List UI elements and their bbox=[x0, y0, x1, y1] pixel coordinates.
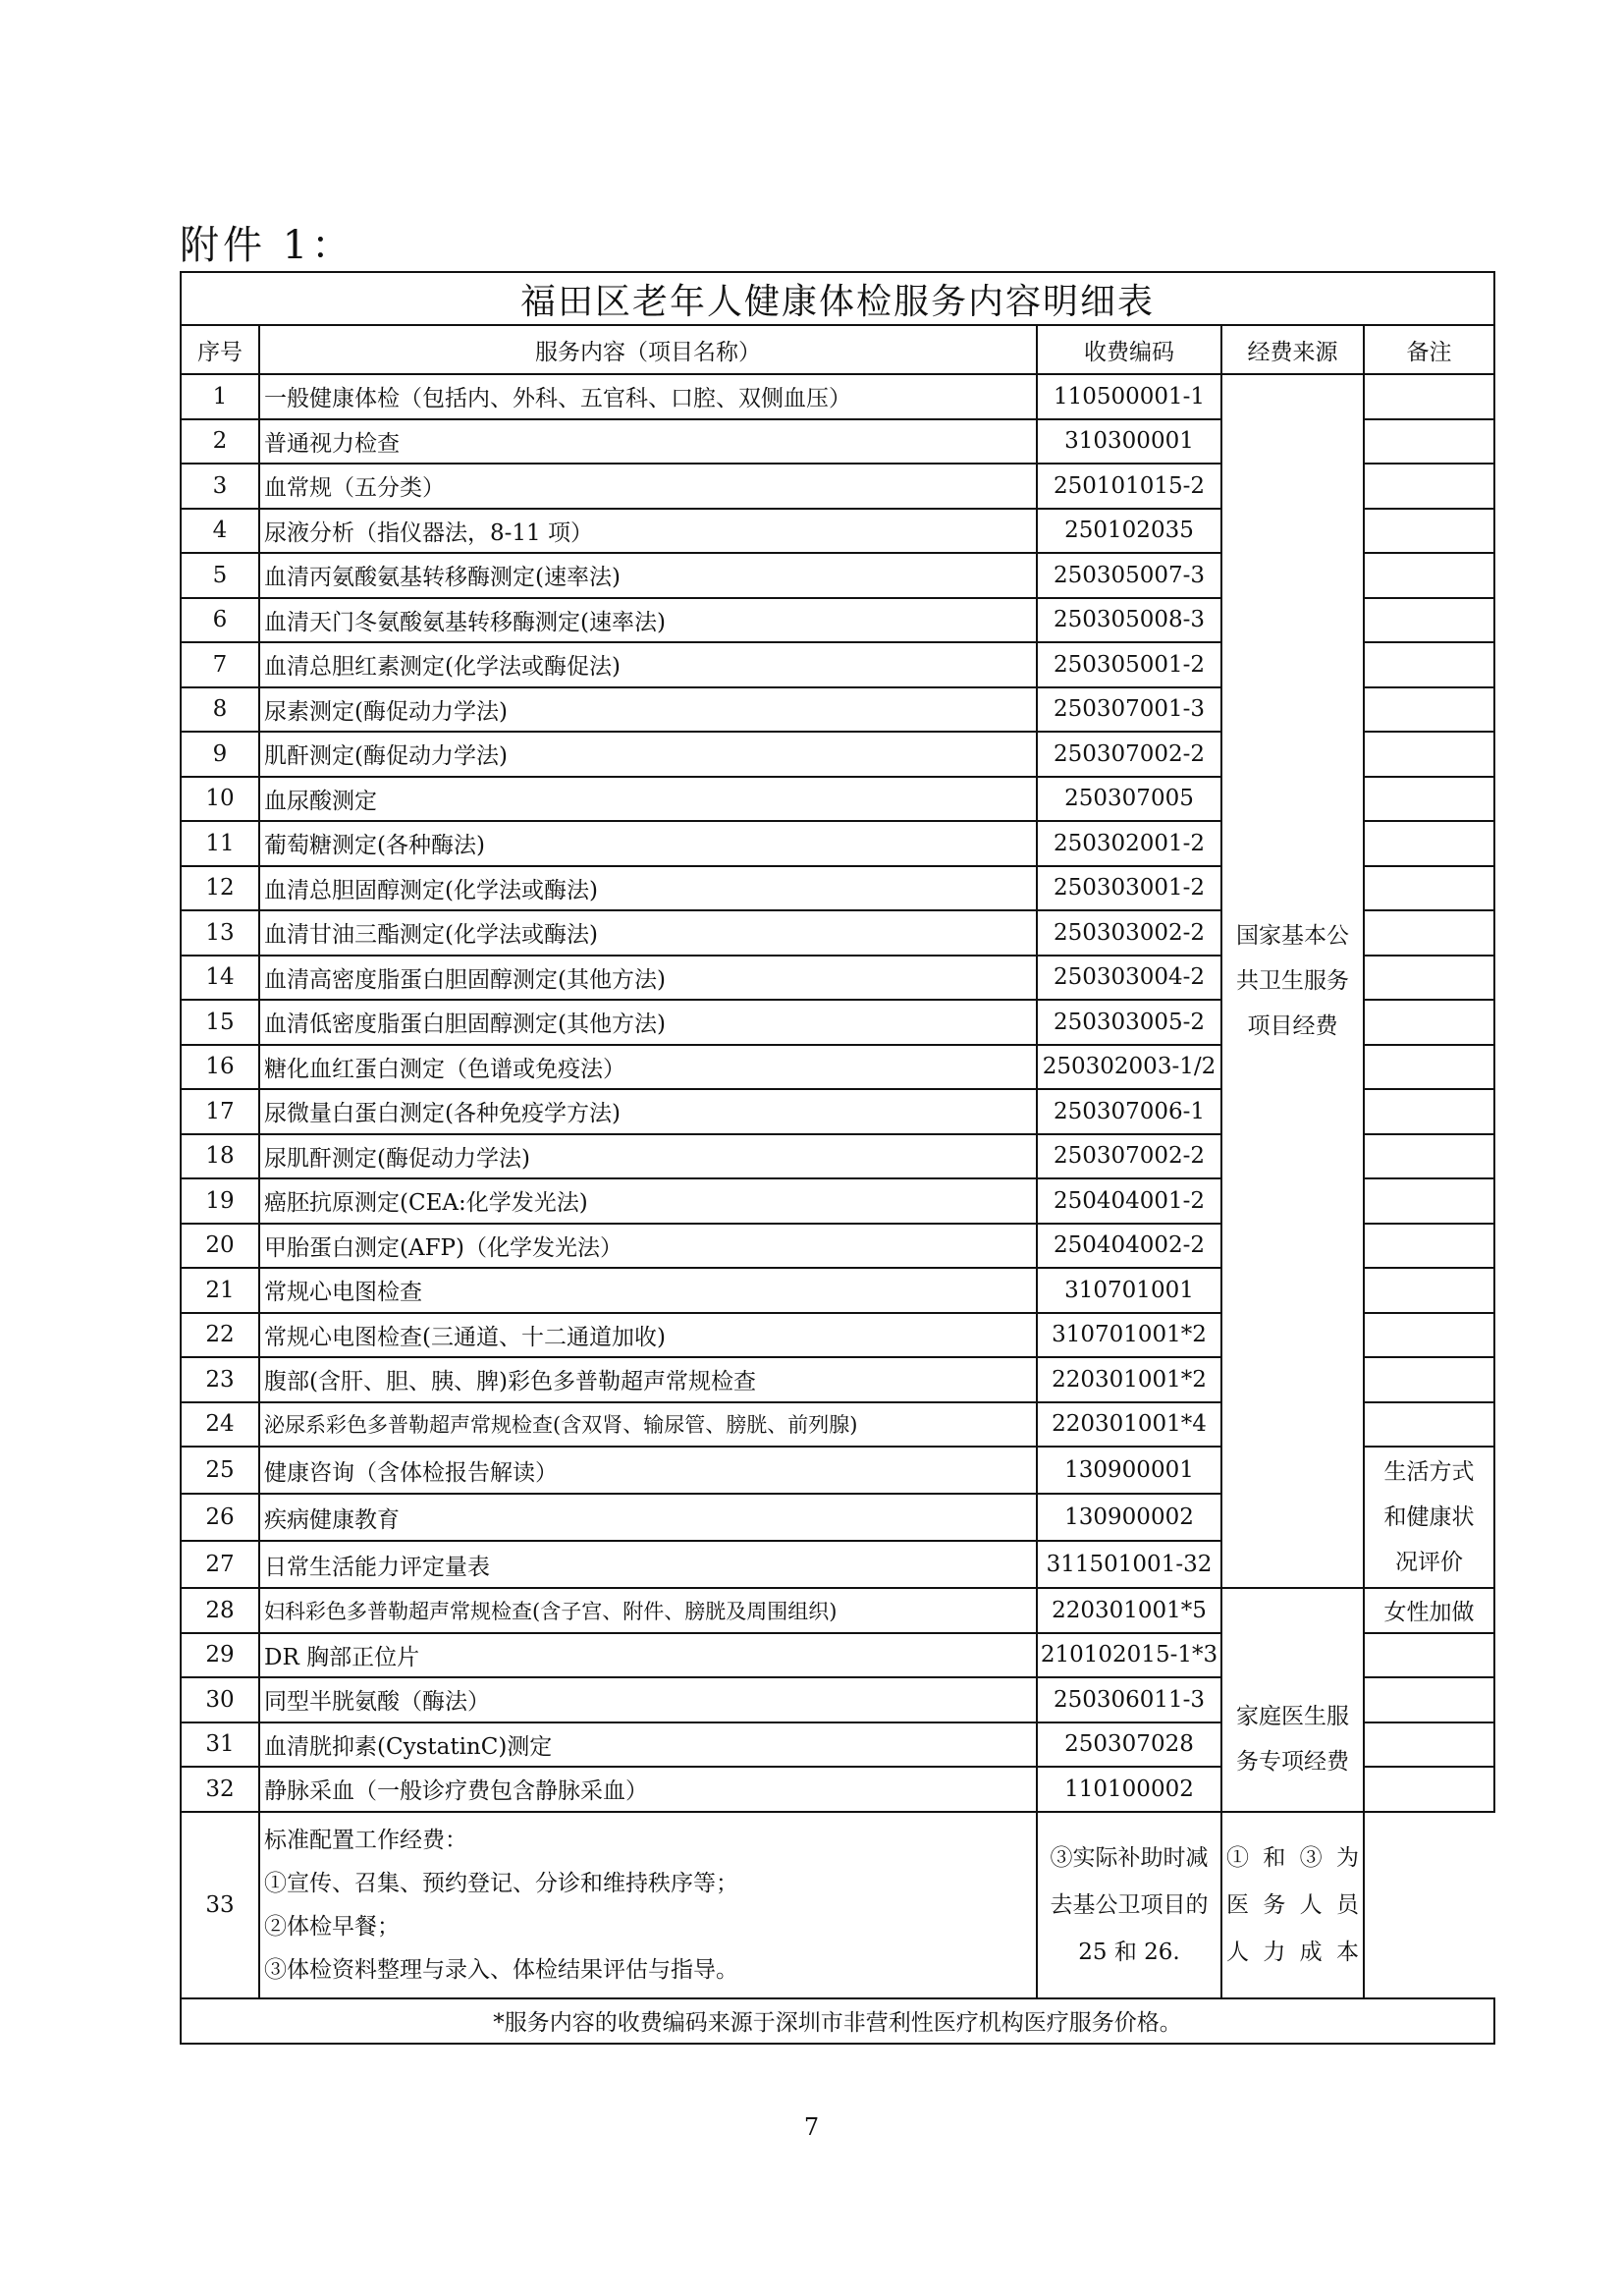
row-service-name: 血尿酸测定 bbox=[259, 777, 1037, 822]
row-fee-code: 250307028 bbox=[1037, 1722, 1221, 1768]
row-fee-code: 250307002-2 bbox=[1037, 732, 1221, 777]
note-cell bbox=[1364, 1402, 1494, 1448]
funding-source-line: 务专项经费 bbox=[1236, 1748, 1349, 1775]
row33-note-line: ① 和 ③ 为 bbox=[1226, 1844, 1359, 1871]
row-fee-code: 250302001-2 bbox=[1037, 821, 1221, 866]
row-service-name: 尿肌酐测定(酶促动力学法) bbox=[259, 1134, 1037, 1179]
row-service-name: 健康咨询（含体检报告解读） bbox=[259, 1447, 1037, 1494]
row-service-name: 一般健康体检（包括内、外科、五官科、口腔、双侧血压） bbox=[259, 374, 1037, 419]
funding-source-line: 共卫生服务 bbox=[1236, 968, 1349, 994]
row-fee-code: 310300001 bbox=[1037, 419, 1221, 465]
row-number: 17 bbox=[181, 1089, 259, 1134]
row-number: 16 bbox=[181, 1045, 259, 1090]
row-fee-code: 250305007-3 bbox=[1037, 553, 1221, 598]
note-cell bbox=[1364, 1000, 1494, 1045]
note-cell bbox=[1364, 464, 1494, 509]
row-number: 8 bbox=[181, 687, 259, 733]
service-detail-table bbox=[180, 271, 1495, 2045]
row33-content bbox=[259, 1812, 1037, 1998]
funding-source-family-doctor bbox=[1221, 1588, 1364, 1812]
row-fee-code: 220301001*2 bbox=[1037, 1357, 1221, 1402]
note-cell bbox=[1364, 1134, 1494, 1179]
note-cell bbox=[1364, 1677, 1494, 1722]
row-service-name: 血清天门冬氨酸氨基转移酶测定(速率法) bbox=[259, 598, 1037, 643]
row33-line: ②体检早餐； bbox=[264, 1913, 400, 1940]
table-row bbox=[181, 1588, 1494, 1633]
row-service-name: 尿素测定(酶促动力学法) bbox=[259, 687, 1037, 733]
row-service-name: 静脉采血（一般诊疗费包含静脉采血） bbox=[259, 1767, 1037, 1812]
row33-code-line: 25 和 26. bbox=[1078, 1939, 1180, 1965]
row-number: 10 bbox=[181, 777, 259, 822]
row33-line: ③体检资料整理与录入、体检结果评估与指导。 bbox=[264, 1956, 738, 1983]
row-service-name: 妇科彩色多普勒超声常规检查(含子宫、附件、膀胱及周围组织) bbox=[259, 1588, 1037, 1633]
row33-note bbox=[1221, 1812, 1364, 1998]
row33-line: 标准配置工作经费： bbox=[264, 1827, 467, 1853]
note-cell bbox=[1364, 956, 1494, 1001]
row-fee-code: 210102015-1*3 bbox=[1037, 1633, 1221, 1678]
row-service-name: 腹部(含肝、胆、胰、脾)彩色多普勒超声常规检查 bbox=[259, 1357, 1037, 1402]
row-number: 7 bbox=[181, 642, 259, 687]
row-number: 29 bbox=[181, 1633, 259, 1678]
note-cell bbox=[1364, 374, 1494, 419]
page-number: 7 bbox=[803, 2113, 820, 2141]
row-fee-code: 110100002 bbox=[1037, 1767, 1221, 1812]
row-number: 25 bbox=[181, 1447, 259, 1494]
row-number: 15 bbox=[181, 1000, 259, 1045]
table-title: 福田区老年人健康体检服务内容明细表 bbox=[181, 272, 1494, 325]
row-service-name: 肌酐测定(酶促动力学法) bbox=[259, 732, 1037, 777]
row-service-name: 糖化血红蛋白测定（色谱或免疫法） bbox=[259, 1045, 1037, 1090]
note-line: 生活方式 bbox=[1383, 1459, 1475, 1485]
row-number: 33 bbox=[181, 1812, 259, 1998]
row-fee-code: 250307002-2 bbox=[1037, 1134, 1221, 1179]
row-service-name: 尿液分析（指仪器法，8-11 项） bbox=[259, 509, 1037, 554]
row-number: 30 bbox=[181, 1677, 259, 1722]
funding-source-public-health bbox=[1221, 374, 1364, 1588]
note-cell bbox=[1364, 1224, 1494, 1269]
row33-line: ①宣传、召集、预约登记、分诊和维持秩序等； bbox=[264, 1870, 738, 1896]
note-line: 况评价 bbox=[1395, 1550, 1464, 1575]
note-cell bbox=[1364, 1357, 1494, 1402]
row-service-name: 血清总胆红素测定(化学法或酶促法) bbox=[259, 642, 1037, 687]
row-number: 9 bbox=[181, 732, 259, 777]
note-cell bbox=[1364, 687, 1494, 733]
note-cell bbox=[1364, 1089, 1494, 1134]
row-service-name: 疾病健康教育 bbox=[259, 1494, 1037, 1541]
table-row bbox=[181, 374, 1494, 419]
note-cell bbox=[1364, 1722, 1494, 1768]
note-cell bbox=[1364, 910, 1494, 956]
note-cell bbox=[1364, 1633, 1494, 1678]
row-fee-code: 250404002-2 bbox=[1037, 1224, 1221, 1269]
row-service-name: 血清胱抑素(CystatinC)测定 bbox=[259, 1722, 1037, 1768]
row-number: 11 bbox=[181, 821, 259, 866]
row-service-name: 甲胎蛋白测定(AFP)（化学发光法） bbox=[259, 1224, 1037, 1269]
row-fee-code: 250307005 bbox=[1037, 777, 1221, 822]
note-cell bbox=[1364, 1178, 1494, 1224]
note-lifestyle-assessment bbox=[1364, 1447, 1494, 1588]
row-service-name: 普通视力检查 bbox=[259, 419, 1037, 465]
table-row bbox=[181, 1812, 1494, 1998]
row-service-name: 血清总胆固醇测定(化学法或酶法) bbox=[259, 866, 1037, 911]
row-fee-code: 250101015-2 bbox=[1037, 464, 1221, 509]
row-number: 26 bbox=[181, 1494, 259, 1541]
row-fee-code: 250303004-2 bbox=[1037, 956, 1221, 1001]
row-number: 4 bbox=[181, 509, 259, 554]
note-cell bbox=[1364, 1313, 1494, 1358]
row33-code-note bbox=[1037, 1812, 1221, 1998]
row-fee-code: 250306011-3 bbox=[1037, 1677, 1221, 1722]
row-service-name: 癌胚抗原测定(CEA:化学发光法) bbox=[259, 1178, 1037, 1224]
note-cell bbox=[1364, 642, 1494, 687]
row-fee-code: 310701001 bbox=[1037, 1268, 1221, 1313]
row-fee-code: 250307006-1 bbox=[1037, 1089, 1221, 1134]
row-service-name: 血清高密度脂蛋白胆固醇测定(其他方法) bbox=[259, 956, 1037, 1001]
note-cell bbox=[1364, 553, 1494, 598]
row-fee-code: 310701001*2 bbox=[1037, 1313, 1221, 1358]
note-cell bbox=[1364, 598, 1494, 643]
row-number: 31 bbox=[181, 1722, 259, 1768]
row-service-name: DR 胸部正位片 bbox=[259, 1633, 1037, 1678]
header-row bbox=[181, 325, 1494, 374]
row-number: 21 bbox=[181, 1268, 259, 1313]
note-cell bbox=[1364, 866, 1494, 911]
note-cell bbox=[1364, 1045, 1494, 1090]
note-cell bbox=[1364, 821, 1494, 866]
note-cell bbox=[1364, 777, 1494, 822]
row-number: 20 bbox=[181, 1224, 259, 1269]
row-number: 22 bbox=[181, 1313, 259, 1358]
row-service-name: 葡萄糖测定(各种酶法) bbox=[259, 821, 1037, 866]
row-service-name: 同型半胱氨酸（酶法） bbox=[259, 1677, 1037, 1722]
row-service-name: 常规心电图检查(三通道、十二通道加收) bbox=[259, 1313, 1037, 1358]
row-number: 32 bbox=[181, 1767, 259, 1812]
row-number: 5 bbox=[181, 553, 259, 598]
row-service-name: 血清甘油三酯测定(化学法或酶法) bbox=[259, 910, 1037, 956]
note-cell bbox=[1364, 732, 1494, 777]
header-note: 备注 bbox=[1364, 325, 1494, 374]
row-number: 3 bbox=[181, 464, 259, 509]
header-code: 收费编码 bbox=[1037, 325, 1221, 374]
row-fee-code: 250303005-2 bbox=[1037, 1000, 1221, 1045]
row-service-name: 血清丙氨酸氨基转移酶测定(速率法) bbox=[259, 553, 1037, 598]
row-number: 6 bbox=[181, 598, 259, 643]
attachment-label: 附件 1： bbox=[180, 223, 355, 268]
row33-note-line: 人力成本 bbox=[1226, 1939, 1359, 1965]
row-fee-code: 250404001-2 bbox=[1037, 1178, 1221, 1224]
funding-source-line: 国家基本公 bbox=[1236, 923, 1349, 949]
header-content: 服务内容（项目名称） bbox=[259, 325, 1037, 374]
row-number: 27 bbox=[181, 1541, 259, 1588]
row-number: 1 bbox=[181, 374, 259, 419]
funding-source-line: 家庭医生服 bbox=[1236, 1703, 1349, 1729]
row-fee-code: 220301001*4 bbox=[1037, 1402, 1221, 1448]
row-fee-code: 130900002 bbox=[1037, 1494, 1221, 1541]
row33-code-line: 去基公卫项目的 bbox=[1050, 1891, 1209, 1918]
row-number: 23 bbox=[181, 1357, 259, 1402]
row-number: 13 bbox=[181, 910, 259, 956]
row-service-name: 日常生活能力评定量表 bbox=[259, 1541, 1037, 1588]
row-number: 2 bbox=[181, 419, 259, 465]
row-service-name: 血常规（五分类） bbox=[259, 464, 1037, 509]
row-service-name: 尿微量白蛋白测定(各种免疫学方法) bbox=[259, 1089, 1037, 1134]
row-number: 19 bbox=[181, 1178, 259, 1224]
row-fee-code: 250303001-2 bbox=[1037, 866, 1221, 911]
note-cell bbox=[1364, 419, 1494, 465]
row-number: 18 bbox=[181, 1134, 259, 1179]
row-service-name: 常规心电图检查 bbox=[259, 1268, 1037, 1313]
row-fee-code: 110500001-1 bbox=[1037, 374, 1221, 419]
row-fee-code: 250305008-3 bbox=[1037, 598, 1221, 643]
row-number: 12 bbox=[181, 866, 259, 911]
row-fee-code: 220301001*5 bbox=[1037, 1588, 1221, 1633]
row-service-name: 血清低密度脂蛋白胆固醇测定(其他方法) bbox=[259, 1000, 1037, 1045]
header-no: 序号 bbox=[181, 325, 259, 374]
row-fee-code: 250302003-1/2 bbox=[1037, 1045, 1221, 1090]
note-female-only: 女性加做 bbox=[1364, 1588, 1494, 1633]
row-number: 28 bbox=[181, 1588, 259, 1633]
note-cell bbox=[1364, 1268, 1494, 1313]
row33-code-line: ③实际补助时减 bbox=[1050, 1844, 1209, 1871]
row-fee-code: 250303002-2 bbox=[1037, 910, 1221, 956]
note-cell bbox=[1364, 509, 1494, 554]
row-fee-code: 311501001-32 bbox=[1037, 1541, 1221, 1588]
row-number: 14 bbox=[181, 956, 259, 1001]
row-service-name: 泌尿系彩色多普勒超声常规检查(含双肾、输尿管、膀胱、前列腺) bbox=[259, 1402, 1037, 1448]
funding-source-line: 项目经费 bbox=[1247, 1013, 1338, 1039]
row-fee-code: 250305001-2 bbox=[1037, 642, 1221, 687]
row-fee-code: 130900001 bbox=[1037, 1447, 1221, 1494]
row-fee-code: 250307001-3 bbox=[1037, 687, 1221, 733]
row33-note-line: 医 务 人 员 bbox=[1226, 1891, 1359, 1918]
row-number: 24 bbox=[181, 1402, 259, 1448]
header-source: 经费来源 bbox=[1221, 325, 1364, 374]
row-fee-code: 250102035 bbox=[1037, 509, 1221, 554]
note-cell bbox=[1364, 1767, 1494, 1812]
note-line: 和健康状 bbox=[1383, 1504, 1475, 1530]
footnote: *服务内容的收费编码来源于深圳市非营利性医疗机构医疗服务价格。 bbox=[181, 1998, 1494, 2044]
